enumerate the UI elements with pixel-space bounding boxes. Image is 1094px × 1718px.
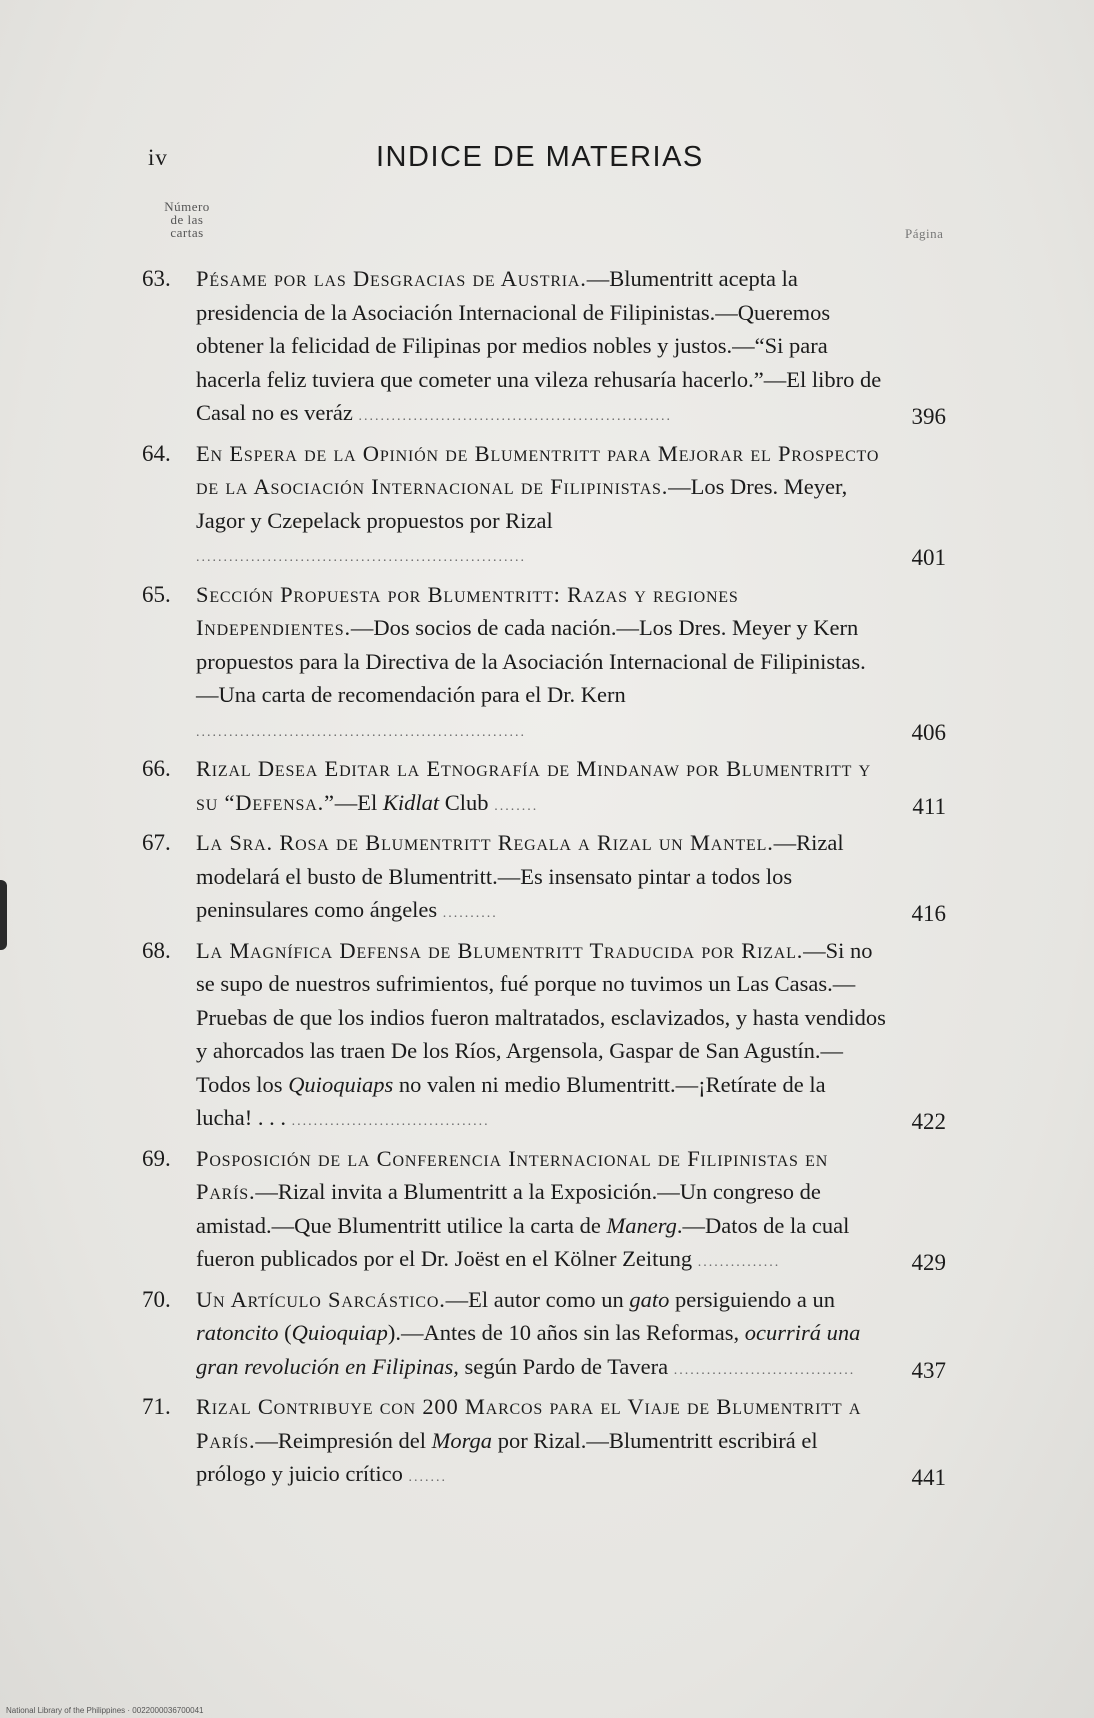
entry-number: 63. [142, 266, 171, 291]
column-label-page: Página [905, 226, 944, 241]
column-label-letter-number [142, 200, 232, 239]
entry-heading: Posposición de la Conferencia Internacional de Filipinistas en París. [196, 1145, 829, 1204]
entry-description-italic: Quioquiap [291, 1320, 388, 1345]
entry-number: 69. [142, 1145, 171, 1171]
entry-text [196, 578, 886, 750]
entry-description: —Los Dres. Meyer, Jagor y Czepelack propuestos por Rizal [196, 474, 848, 533]
entry-page-number: 437 [911, 1357, 946, 1383]
toc-entry [142, 1390, 972, 1495]
entry-text [196, 262, 886, 434]
entry-text [196, 437, 886, 575]
entry-description-italic: ocurrirá una gran revolución en Filipinas, [196, 1320, 861, 1379]
dot-leader: ............................................................ [196, 724, 526, 740]
entry-heading: Rizal Contribuye con 200 Marcos para el Viaje de Blumentritt a París. [196, 1394, 862, 1453]
toc-entry [142, 752, 972, 823]
entry-description: persiguiendo a un [669, 1286, 835, 1312]
entry-text [196, 1390, 886, 1495]
entry-description-italic: Quioquiaps [288, 1071, 394, 1097]
binding-shadow [0, 880, 7, 950]
toc-entry [142, 262, 972, 434]
entry-description: —Reimpresión del [255, 1427, 432, 1453]
dot-leader: .......... [442, 906, 498, 921]
entry-description: —Si no se supo de nuestros sufrimientos, fué porque no tuvimos un Las Casas.—Pruebas de que los indios fueron maltratados, esclavizados, y hasta vendidos y ahorcados las traen De los Ríos, Argensola, Gaspar de San Agustín.—Todos los [196, 937, 886, 1097]
entry-description: —Blumentritt acepta la presidencia de la Asociación Internacional de Filipinistas.—Queremos obtener la felicidad de Filipinas por medios nobles y justos.—“Si para hacerla feliz tuviera que cometer una vileza rehusaría hacerlo.”—El libro de Casal no es veráz [196, 266, 882, 425]
entry-heading: Un Artículo Sarcástico. [196, 1286, 446, 1312]
running-head: INDICE DE MATERIAS [376, 141, 704, 173]
entry-description-italic: Manerg [606, 1212, 677, 1238]
entry-description: ).—Antes de 10 años sin las Reformas, [387, 1320, 745, 1345]
entry-description: —Rizal invita a Blumentritt a la Exposición.—Un congreso de amistad.—Que Blumentritt utilice la carta de [196, 1179, 821, 1238]
entry-heading: Rizal Desea Editar la Etnografía de Mindanaw por Blumentritt y su “Defensa.” [196, 756, 871, 815]
entry-page-number: 401 [911, 545, 946, 570]
toc-entry [142, 826, 972, 931]
toc-entry [142, 578, 972, 750]
entry-number: 65. [142, 581, 171, 607]
toc-entry [142, 1283, 972, 1388]
toc-entries [142, 262, 972, 1498]
entry-description: Club [439, 789, 489, 815]
dot-leader: ........ [494, 798, 539, 814]
entry-description: —El autor como un [445, 1286, 630, 1312]
entry-heading: En Espera de la Opinión de Blumentritt para Mejorar el Prospecto de la Asociación Internacional de Filipinistas. [196, 440, 880, 499]
entry-description: —El [334, 789, 383, 815]
scan-footer-note: National Library of the Philippines · 0022000036700041 [6, 1706, 204, 1715]
page-folio: iv [148, 145, 168, 170]
entry-page-number: 406 [911, 719, 946, 745]
entry-text [196, 1142, 886, 1280]
entry-heading: La Magnífica Defensa de Blumentritt Traducida por Rizal. [196, 937, 804, 963]
entry-number: 66. [142, 756, 171, 781]
toc-entry [142, 934, 972, 1139]
entry-description-italic: gato [629, 1286, 670, 1312]
dot-leader: .................................... [291, 1114, 490, 1129]
entry-text [196, 934, 886, 1139]
entry-page-number: 441 [911, 1465, 946, 1490]
entry-page-number: 411 [912, 793, 946, 819]
dot-leader: ............................................................ [196, 550, 526, 565]
entry-page-number: 396 [911, 404, 946, 429]
entry-description: no valen ni medio Blumentritt.—¡Retírate de la lucha! . . . [196, 1071, 826, 1130]
entry-description: —Rizal modelará el busto de Blumentritt.—Es insensato pintar a todos los peninsulares como ángeles [196, 830, 844, 922]
entry-text [196, 1283, 886, 1388]
dot-leader: ....... [408, 1470, 447, 1485]
entry-text [196, 752, 886, 823]
entry-description-italic: ratoncito [196, 1320, 279, 1345]
dot-leader: ............... [697, 1255, 781, 1270]
entry-description: —Dos socios de cada nación.—Los Dres. Meyer y Kern propuestos para la Directiva de la Asociación Internacional de Filipinistas.—Una carta de recomendación para el Dr. Kern [196, 615, 866, 707]
entry-page-number: 429 [911, 1250, 946, 1275]
toc-entry [142, 437, 972, 575]
column-label-line: Número [164, 199, 210, 214]
toc-entry [142, 1142, 972, 1280]
entry-page-number: 416 [911, 901, 946, 926]
entry-description-italic: Kidlat [382, 789, 440, 815]
entry-description: por Rizal.—Blumentritt escribirá el prólogo y juicio crítico [196, 1427, 818, 1486]
dot-leader: ................................. [673, 1362, 856, 1378]
entry-page-number: 422 [911, 1109, 946, 1134]
entry-description: ( [278, 1320, 292, 1345]
entry-number: 67. [142, 830, 171, 855]
column-label-line: de las [170, 212, 204, 227]
entry-number: 71. [142, 1394, 171, 1419]
entry-number: 68. [142, 937, 171, 963]
column-label-line: cartas [170, 225, 204, 240]
entry-description: según Pardo de Tavera [458, 1353, 669, 1379]
entry-number: 64. [142, 440, 171, 466]
entry-text [196, 826, 886, 931]
dot-leader: ......................................................... [358, 409, 672, 424]
entry-heading: Sección Propuesta por Blumentritt: Razas y regiones Independientes. [196, 581, 739, 640]
entry-heading: La Sra. Rosa de Blumentritt Regala a Rizal un Mantel. [196, 830, 774, 855]
entry-description: .—Datos de la cual fueron publicados por el Dr. Joëst en el Kölner Zeitung [196, 1212, 850, 1271]
entry-heading: Pésame por las Desgracias de Austria. [196, 266, 587, 291]
entry-description-italic: Morga [431, 1427, 493, 1453]
entry-number: 70. [142, 1286, 171, 1312]
